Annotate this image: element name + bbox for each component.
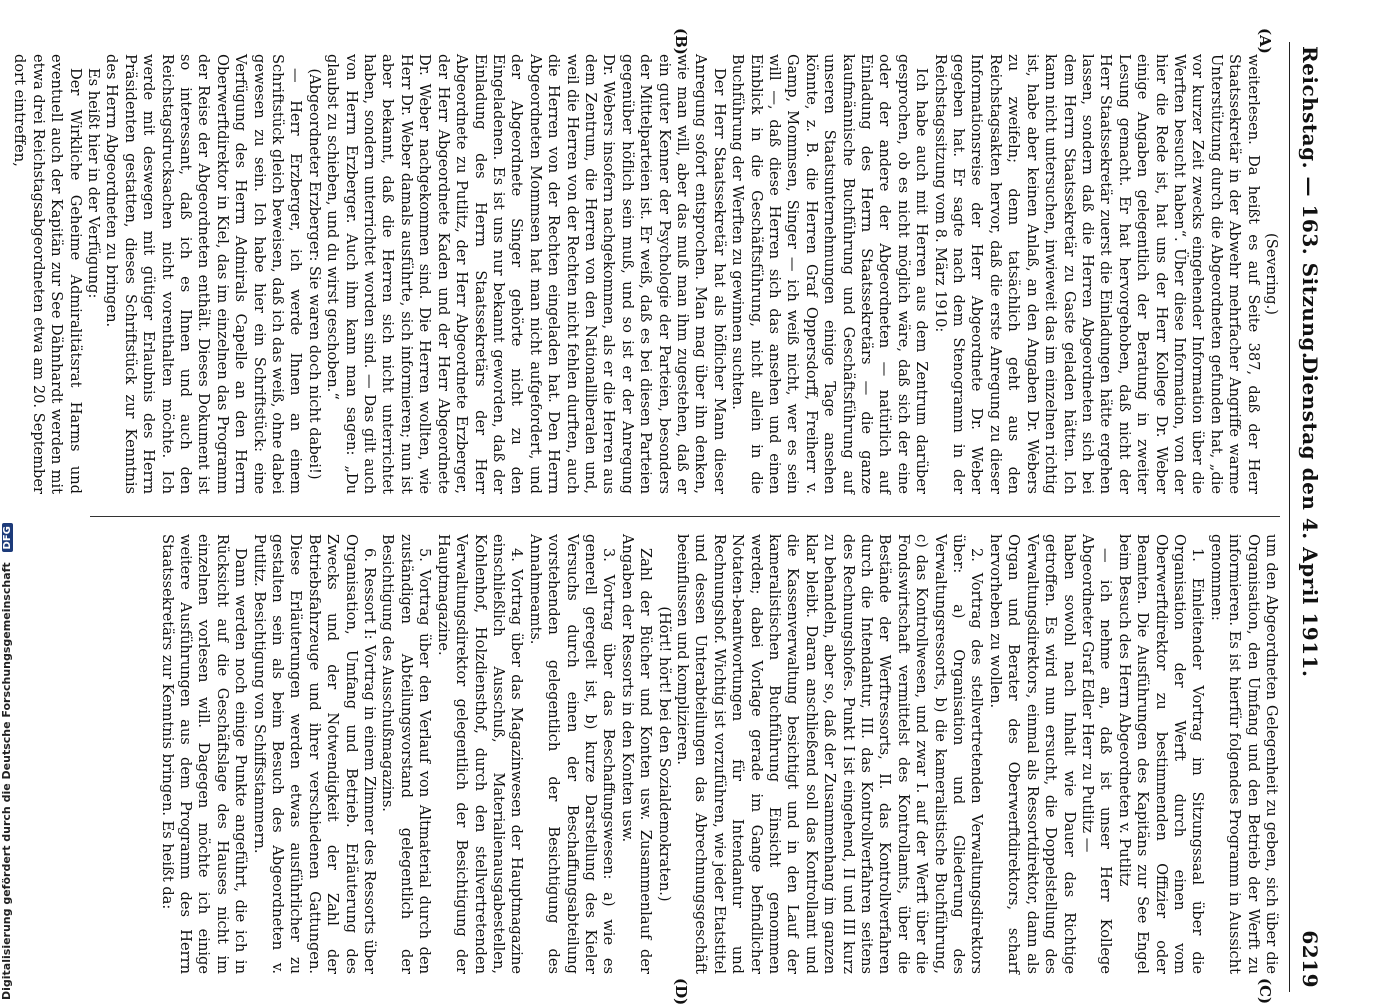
right-column (157, 534, 1280, 974)
newspaper-page (11, 28, 1330, 1005)
header-session: Reichstag. — 163. Sitzung. (1298, 46, 1322, 360)
left-column (10, 54, 1280, 494)
program-item: 5. Vortrag über den Verlauf von Altmaterial durch den zuständigen Abteilungsvorstand gelegentlich der Besichtigung des Ausschußmagazins. (379, 534, 434, 974)
program-item: 2. Vortrag des stellvertretenden Verwaltungsdirektors über: a) Organisation und Gliederung des Verwaltungsressorts, b) die kameralistische Buchführung, c) das Kontrollwesen, und zwar I. auf der Werft über die Fondswirtschaft vermittelst des Kontrollamts, über die Bestände der Werftressorts, II. das Kontrollverfahren durch die Intendantur, III. das Kontrollverfahren seitens des Rechnungshofes. Punkt I ist eingehend, II und III kurz zu behandeln, aber so, daß der Zusammenhang im ganzen klar bleibt. Daran anschließend soll das Kontrollamt und die Kassenverwaltung besichtigt und in den Lauf der kameralistischen Buchführung Einsicht genommen werden; dabei Vorlage gerade im Gange befindlicher Notaten-beantwortungen für Intendantur und Rechnungshof. Wichtig ist vorzuführen, wie jeder Etatstitel und dessen Unterabteilungen das Abrechnungsgeschäft beeinflussen und komplizieren. (674, 534, 986, 974)
margin-marker-c: (C) (1256, 978, 1274, 1005)
dfg-logo: DFG (2, 523, 13, 552)
page-number: 6219 (1298, 930, 1322, 988)
program-item: 6. Ressort I: Vortrag in einem Zimmer des Ressorts über Organisation, Umfang und Betrieb. Erläuterung des Zwecks und der Notwendigkeit der Zahl der Betriebsfahrzeuge und ihrer verschiedenen Gattungen. Diese Erläuterungen werden etwas ausführlicher zu gestalten sein als beim Besuch des Abgeordneten v. Putlitz. Besichtigung von Schiffsstammern. (250, 534, 379, 974)
margin-marker-a: (A) (1256, 28, 1274, 54)
program-item: 4. Vortrag über das Magazinwesen der Hauptmagazine einschließlich Ausschuß, Materialienausgabestellen, Kohlenhof, Holzdiensthof, durch den stellvertretenden Verwaltungsdirektor gelegentlich der Besichtigung der Hauptmagazine. (434, 534, 526, 974)
margin-marker-b: (B) (672, 28, 690, 55)
paragraph: weiterlesen. Da heißt es auf Seite 387, daß der Herr Staatssekretär in der Abwehr mehrfacher Angriffe warme Unterstützung durch die Abgeordneten gefunden hat, „die vor kurzer Zeit zwecks eingehender Information über die Werften besucht haben“. Über diese Information, von der hier die Rede ist, hat uns der Herr Kollege Dr. Weber einige Angaben gelegentlich der Beratung in zweiter Lesung gemacht. Er hat hervorgehoben, daß nicht der Herr Staatssekretär zuerst die Einladungen hätte ergehen lassen, sondern daß die Herren Abgeordneten sich bei dem Herrn Staatssekretär zu Gaste geladen hätten. Ich kann nicht untersuchen, inwieweit das im einzelnen richtig ist, habe aber keinen Anlaß, an den Angaben Dr. Webers zu zweifeln; denn tatsächlich geht aus den Reichstagsakten hervor, daß die erste Anregung zu dieser Informationsreise der Herr Abgeordnete Dr. Weber gegeben hat. Er sagte nach dem Stenogramm in der Reichstagssitzung vom 8. März 1910: (931, 54, 1262, 494)
interjection: (Hört! hört! bei den Sozialdemokraten.) (655, 606, 673, 902)
paragraph: Es heißt hier in der Verfügung: (85, 68, 102, 299)
quoted-paragraph: um den Abgeordneten Gelegenheit zu geben, sich über die Organisation, den Umfang und den Betrieb der Werft zu informieren. Es ist hierfür folgendes Programm in Aussicht genommen: (1207, 534, 1280, 974)
quoted-paragraph: Zahl der Bücher und Konten usw. Zusammenlauf der Angaben der Ressorts in den Konten usw. (618, 534, 655, 974)
margin-marker-d: (D) (672, 978, 690, 1005)
interjection: (Abgeordneter Erzberger: Sie waren doch nicht dabei!) (305, 68, 323, 480)
column-divider (90, 516, 1280, 517)
paragraph: Der Herr Staatssekretär hat als höflicher Mann dieser Anregung sofort entsprochen. Man mag über ihn denken, wie man will, aber das muß man ihm zugestehen, daß er ein guter Kenner der Psychologie der Parteien, besonders der Mittelparteien ist. Er weiß, daß es bei diesen Parteien gegenüber höflich sein muß, und so ist er der Anregung Dr. Webers insofern nachgekommen, als er die Herren aus dem Zentrum, die Herren von den Nationalliberalen und, weil die Herren von der Rechten nicht fehlen durften, auch die Herren von der Rechten eingeladen hat. Den Herrn Abgeordneten Mommsen hat man nicht aufgefordert, und der Abgeordnete Singer gehörte nicht zu den Eingeladenen. Es ist uns nur bekannt geworden, daß der Einladung des Herrn Staatssekretärs der Herr Abgeordnete zu Putlitz, der Herr Abgeordnete Erzberger, der Herr Abgeordnete Kaden und der Herr Abgeordnete Dr. Weber nachgekommen sind. Die Herren wollten, wie Herr Dr. Weber damals ausführte, sich informieren; nun ist aber bekannt, daß die Herren sich nicht unterrichtet haben, sondern unterrichtet worden sind. — Das gilt auch von Herrn Erzberger. Auch ihm kann man sagen: „Du glaubst zu schieben, und du wirst geschoben.“ (324, 54, 728, 494)
page-header (1289, 42, 1330, 992)
header-date: Dienstag den 4. April 1911. (1298, 356, 1322, 678)
quoted-paragraph: haben sowohl nach Inhalt wie Dauer das Richtige getroffen. Es wird nun ersucht, die Doppelstellung des Verwaltungsdirektors, einmal als Ressortdirektor, dann als Organ und Berater des Oberwerftdirektors, scharf hervorheben zu wollen. (986, 534, 1078, 974)
program-item: 3. Vortrag über das Beschaffungswesen: a) wie es generell geregelt ist, b) kurze Darstellung des Kieler Versuchs durch einen der Beschaffungsabteilung vorstehenden gelegentlich der Besichtigung des Annahmeamts. (526, 534, 618, 974)
paragraph: — Herr Erzberger, ich werde Ihnen an einem Schriftstück gleich beweisen, daß ich das weiß, ohne dabei gewesen zu sein. Ich habe hier ein Schriftstück: eine Verfügung des Herrn Admirals Capelle an den Herrn Oberwerftdirektor in Kiel, das im einzelnen das Programm der Reise der Abgeordneten enthält. Dieses Dokument ist so interessant, daß ich es Ihnen und auch den Reichstagsdrucksachen nicht vorenthalten möchte. Ich werde mit deswegen mit gütiger Erlaubnis des Herrn Präsidenten gestatten, dieses Schriftstück zur Kenntnis des Herrn Abgeordneten zu bringen. (103, 54, 305, 494)
quoted-paragraph: Ich habe auch mit Herren aus dem Zentrum darüber gesprochen, ob es nicht möglich wäre, daß sich der eine oder der andere der Abgeordneten — natürlich auf Einladung des Herrn Staatssekretärs — die ganze kaufmännische Buchführung und Geschäftsführung auf unseren Staatsunternehmungen einige Tage ansehen könnte, z. B. die Herren Graf Oppersdorff, Freiherr v. Gamp, Mommsen, Singer — ich weiß nicht, wer es sein will —, daß diese Herren sich das ansehen und einen Einblick in die Geschäftsführung, nicht allein in die Buchführung der Werften zu gewinnen suchten. (729, 54, 931, 494)
speaker-aside: — ich nehme an, daß ist unser Herr Kollege Abgeordneter Graf Edler Herr zu Putlitz — (1078, 534, 1115, 974)
digitization-text: Digitalisierung gefördert durch die Deutsche Forschungsgemeinschaft (0, 562, 13, 1000)
program-item: 1. Einleitender Vortrag im Sitzungssaal über die Organisation der Werft durch einen vom Oberwerftdirektor zu bestimmenden Offizier oder Beamten. Die Ausführungen des Kapitäns zur See Engel beim Besuch des Herrn Abgeordneten v. Putlitz (1115, 534, 1207, 974)
digitization-note (0, 0, 16, 1000)
quoted-paragraph: Der Wirkliche Geheime Admiralitätsrat Harms und eventuell auch der Kapitän zur See Dähnhardt werden mit etwa drei Reichstagsabgeordneten etwa am 20. September dort eintreffen, (11, 54, 84, 494)
speaker-name: (Severing.) (1263, 233, 1280, 315)
paragraph: Dann werden noch einige Punkte angeführt, die ich in Rücksicht auf die Geschäftslage des Hauses nicht im einzelnen vorlesen will. Dagegen möchte ich einige weitere Ausführungen aus dem Programm des Herrn Staatssekretärs zur Kenntnis bringen. Es heißt da: (158, 534, 250, 974)
